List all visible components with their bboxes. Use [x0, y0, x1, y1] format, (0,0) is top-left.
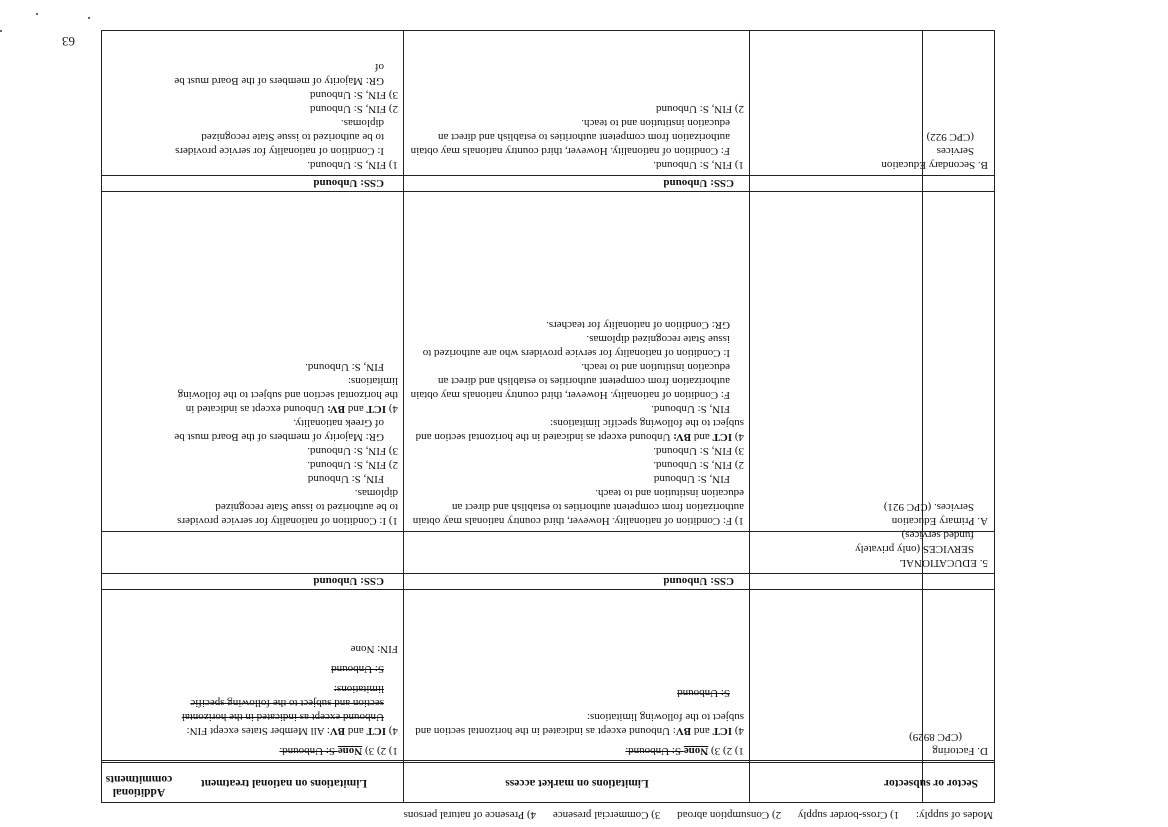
national-mode4-fin: FIN, S: Unbound.: [305, 361, 384, 373]
and-text: and: [345, 403, 367, 415]
modes-label: Modes of supply:: [916, 809, 993, 821]
ict-label: ICT: [366, 725, 387, 737]
ict-label: ICT: [712, 725, 733, 737]
bv-label: BV:: [327, 403, 346, 415]
factoring-css-national: CSS: Unbound: [313, 575, 384, 587]
market-mode4-text: Unbound except as indicated in the horizontal section and subject to the following specific limitations:: [415, 417, 744, 443]
factoring-market-access: [414, 686, 744, 758]
market-mode1-fin: FIN, S: Unbound: [653, 473, 730, 485]
market-mode2: 2) FIN, S: Unbound: [655, 103, 744, 115]
and-text: and: [691, 725, 713, 737]
sector-subname: Services: [936, 145, 974, 157]
scan-speck: [36, 13, 38, 15]
row-divider: [102, 175, 994, 176]
national-mode1-fin: FIN, S: Unbound: [307, 473, 384, 485]
row-divider: [102, 589, 994, 590]
sector-code: (CPC 8929): [909, 731, 962, 743]
factoring-sector: [758, 730, 988, 758]
national-mode3: 3) FIN, S: Unbound: [309, 89, 398, 101]
primary-css-market: CSS: Unbound: [663, 177, 734, 189]
factoring-css-market: CSS: Unbound: [663, 575, 734, 587]
bv-label: BV:: [673, 431, 692, 443]
national-mode1: 1) I: Condition of nationality for service providers to be authorized to issue State recognized diplomas.: [177, 487, 398, 527]
market-mode4-gr: GR: Condition of nationality for teachers.: [546, 319, 730, 331]
scan-speck: [88, 17, 90, 19]
mode-2: 2) Consumption abroad: [677, 809, 782, 821]
national-mode2: 2) FIN, S: Unbound.: [307, 459, 398, 471]
sector-name: A. Primary Education: [891, 515, 988, 527]
column-divider: [403, 31, 404, 802]
market-entry: [414, 744, 744, 758]
scan-speck: [0, 30, 2, 32]
factoring-national-treatment: [178, 642, 398, 758]
market-mode4-fin: FIN, S: Unbound.: [651, 403, 730, 415]
primary-sector: [756, 500, 988, 528]
market-mode1: 1) F: Condition of nationality. However, third country nationals may obtain authorization from competent authorities to establish and direct an education institution and to teach.: [412, 487, 744, 527]
secondary-national-treatment: [172, 60, 398, 172]
market-mode3: 3) FIN, S: Unbound.: [653, 445, 744, 457]
market-mode4-text: : Unbound except as indicated in the horizontal section and subject to the following limitations:: [415, 711, 744, 737]
and-text: and: [345, 725, 367, 737]
bv-label: BV: [675, 725, 692, 737]
bv-label: BV: [329, 725, 346, 737]
national-mode4: 4) ICT and BV: All Member States except FIN:: [186, 725, 398, 737]
header-additional-commitments: Additional commitments: [105, 773, 173, 798]
secondary-market-access: [410, 102, 744, 172]
national-mode3-gr: GR: Majority of members of the Board must be of Greek nationality.: [174, 417, 384, 443]
page-number: 63: [62, 34, 75, 49]
mode-4: 4) Presence of natural persons: [403, 809, 537, 821]
sector-code: (CPC 922): [926, 131, 974, 143]
national-mode4-text2: Unbound except as indicated in the horizontal section and subject to the following specific limitations:: [181, 683, 384, 723]
national-none: None: [337, 745, 363, 757]
header-national-treatment: Limitations on national treatment: [200, 777, 368, 789]
educational-line2: SERVICES (only privately: [855, 543, 974, 555]
national-mode2: 2) FIN, S: Unbound: [309, 103, 398, 115]
national-mode4-text: : All Member States except FIN:: [186, 725, 330, 737]
national-mode3-gr: GR: Majority of members of the Board must be of: [174, 61, 384, 87]
header-divider: [102, 760, 994, 763]
educational-line3: funded services): [901, 529, 974, 541]
primary-national-treatment: [172, 360, 398, 528]
national-entry: [178, 744, 398, 758]
market-mode4: 4) ICT and BV: Unbound except as indicated in the horizontal section and subject to the following specific limitations:: [415, 417, 744, 443]
market-mode4: 4) ICT and BV: Unbound except as indicated in the horizontal section and subject to the following limitations:: [415, 711, 744, 737]
sector-code: Services. (CPC 921): [883, 501, 974, 513]
header-sector: Sector or subsector: [883, 777, 978, 789]
national-mode4-s: S: Unbound: [331, 663, 384, 675]
market-mode4-s: S: Unbound: [677, 687, 730, 699]
column-divider: [749, 31, 750, 802]
secondary-sector: [756, 130, 988, 172]
national-suffix: S: Unbound.: [279, 745, 338, 757]
market-mode2: 2) FIN, S: Unbound.: [653, 459, 744, 471]
market-prefix: 1) 2) 3): [708, 745, 744, 757]
ict-label: ICT: [712, 431, 733, 443]
national-mode3: 3) FIN, S: Unbound.: [307, 445, 398, 457]
national-mode4: 4) ICT and BV: Unbound except as indicated in the horizontal section and subject to the following limitations:: [177, 375, 398, 415]
national-prefix: 1) 2) 3): [362, 745, 398, 757]
market-mode1: 1) FIN, S: Unbound.: [653, 159, 744, 171]
header-market-access: Limitations on market access: [505, 777, 649, 789]
market-mode4-f: F: Condition of nationality. However, third country nationals may obtain authorization from competent authorities to establish and direct an education institution and to teach.: [410, 361, 730, 401]
educational-line1: 5. EDUCATIONAL: [899, 557, 988, 569]
national-fin: FIN: None: [350, 643, 398, 655]
primary-market-access: [410, 318, 744, 528]
and-text: and: [691, 431, 713, 443]
sector-name: B. Secondary Education: [881, 159, 988, 171]
national-mode1: 1) FIN, S: Unbound.: [307, 159, 398, 171]
primary-css-national: CSS: Unbound: [313, 177, 384, 189]
commitments-table: [101, 30, 995, 803]
modes-of-supply: [404, 809, 993, 821]
row-divider: [102, 191, 994, 192]
educational-sector: [756, 528, 988, 570]
mode-1: 1) Cross-border supply: [797, 809, 900, 821]
ict-label: ICT: [366, 403, 387, 415]
market-none: None: [683, 745, 709, 757]
mode-3: 3) Commercial presence: [552, 809, 661, 821]
market-mode4-i: I: Condition of nationality for service providers who are authorized to issue State recognized diplomas.: [422, 333, 730, 359]
market-mode1-f: F: Condition of nationality. However, third country nationals may obtain authorization from competent authorities to establish and direct an education institution and to teach.: [410, 117, 730, 157]
sector-name: D. Factoring: [932, 745, 988, 757]
national-mode4-text: Unbound except as indicated in the horizontal section and subject to the following limitations:: [177, 375, 398, 415]
row-divider: [102, 573, 994, 574]
market-suffix: S: Unbound.: [625, 745, 684, 757]
national-mode1-i: I: Condition of nationality for service providers to be authorized to issue State recognized diplomas.: [175, 117, 384, 157]
